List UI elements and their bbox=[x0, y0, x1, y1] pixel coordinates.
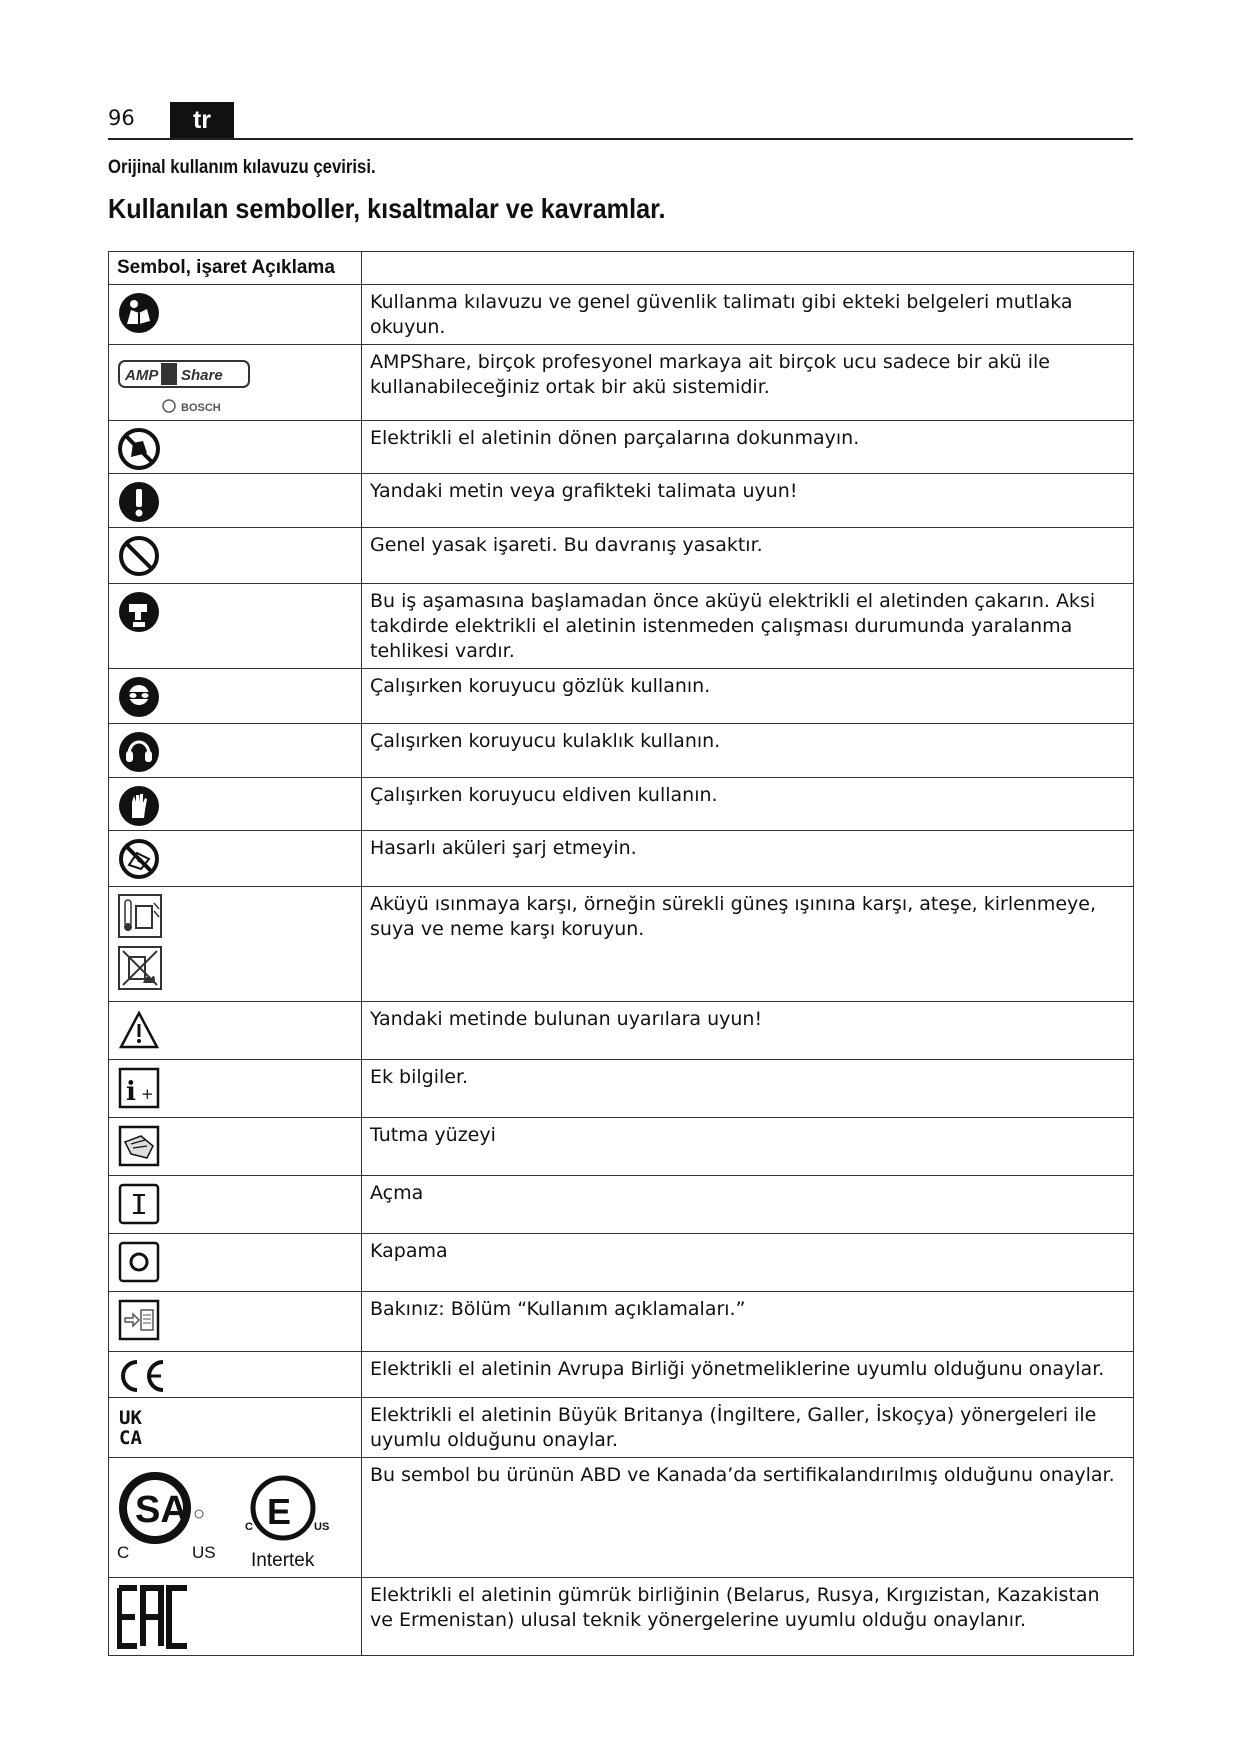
column-header-empty bbox=[362, 252, 1134, 285]
table-row bbox=[109, 1398, 1134, 1458]
row-description: Elektrikli el aletinin Büyük Britanya (İngiltere, Galler, İskoçya) yönergeleri ile uyumlu olduğunu onaylar. bbox=[362, 1398, 1134, 1458]
battery-fire-water-icon bbox=[117, 945, 163, 991]
prohibition-icon bbox=[117, 534, 161, 578]
table-row bbox=[109, 1176, 1134, 1234]
grip-surface-icon bbox=[117, 1124, 161, 1168]
info-plus-icon bbox=[117, 1066, 161, 1110]
safety-goggles-icon bbox=[117, 675, 161, 719]
svg-text:C: C bbox=[117, 1543, 130, 1562]
table-row bbox=[109, 669, 1134, 724]
remove-battery-icon bbox=[117, 590, 161, 634]
eac-mark-icon bbox=[117, 1584, 193, 1650]
table-row bbox=[109, 887, 1134, 1002]
page-number: 96 bbox=[108, 106, 135, 130]
row-description: Kapama bbox=[362, 1234, 1134, 1292]
row-description: Genel yasak işareti. Bu davranış yasaktır. bbox=[362, 528, 1134, 584]
svg-text:Share: Share bbox=[181, 367, 223, 384]
table-row bbox=[109, 584, 1134, 669]
row-description: Bu iş aşamasına başlamadan önce aküyü elektrikli el aletinden çakarın. Aksi takdirde elektrikli el aletinin istenmeden çalışması durumunda yaralanma tehlikesi vardır. bbox=[362, 584, 1134, 669]
table-row bbox=[109, 421, 1134, 474]
no-touch-rotating-icon bbox=[117, 427, 161, 471]
row-description: Elektrikli el aletinin gümrük birliğinin (Belarus, Rusya, Kırgızistan, Kazakistan ve Ermenistan) ulusal teknik yönergelerine uyumlu olduğu onaylanır. bbox=[362, 1578, 1134, 1656]
protect-battery-heat-icon bbox=[117, 893, 163, 939]
table-row bbox=[109, 474, 1134, 528]
power-off-icon bbox=[117, 1240, 161, 1284]
column-header-symbol: Sembol, işaret Açıklama bbox=[109, 252, 362, 285]
row-description: Açma bbox=[362, 1176, 1134, 1234]
svg-text:i: i bbox=[126, 1077, 136, 1107]
svg-text:+: + bbox=[141, 1085, 154, 1103]
table-row bbox=[109, 1002, 1134, 1060]
row-description: Tutma yüzeyi bbox=[362, 1118, 1134, 1176]
svg-text:AMP: AMP bbox=[125, 367, 159, 384]
ear-protection-icon bbox=[117, 730, 161, 774]
svg-text:BOSCH: BOSCH bbox=[181, 402, 221, 414]
row-description: Çalışırken koruyucu gözlük kullanın. bbox=[362, 669, 1134, 724]
table-row bbox=[109, 724, 1134, 778]
row-description: Kullanma kılavuzu ve genel güvenlik talimatı gibi ekteki belgeleri mutlaka okuyun. bbox=[362, 285, 1134, 345]
svg-text:US: US bbox=[314, 1521, 330, 1533]
row-description: Hasarlı aküleri şarj etmeyin. bbox=[362, 831, 1134, 887]
ukca-mark-icon bbox=[117, 1404, 161, 1448]
row-description: Bakınız: Bölüm “Kullanım açıklamaları.” bbox=[362, 1292, 1134, 1352]
table-row bbox=[109, 1458, 1134, 1578]
symbols-table bbox=[108, 251, 1134, 1656]
page-title: Kullanılan semboller, kısaltmalar ve kavramlar. bbox=[108, 193, 666, 224]
row-description: Yandaki metinde bulunan uyarılara uyun! bbox=[362, 1002, 1134, 1060]
svg-text:UK: UK bbox=[119, 1407, 142, 1429]
row-description: Çalışırken koruyucu eldiven kullanın. bbox=[362, 778, 1134, 831]
table-row bbox=[109, 1352, 1134, 1398]
table-row bbox=[109, 1578, 1134, 1656]
row-description: Bu sembol bu ürünün ABD ve Kanada’da sertifikalandırılmış olduğunu onaylar. bbox=[362, 1458, 1134, 1578]
row-description: Çalışırken koruyucu kulaklık kullanın. bbox=[362, 724, 1134, 778]
svg-text:CA: CA bbox=[119, 1427, 142, 1448]
table-row bbox=[109, 1234, 1134, 1292]
row-description: Ek bilgiler. bbox=[362, 1060, 1134, 1118]
table-row bbox=[109, 1292, 1134, 1352]
row-description: Yandaki metin veya grafikteki talimata uyun! bbox=[362, 474, 1134, 528]
table-row bbox=[109, 778, 1134, 831]
row-description: AMPShare, birçok profesyonel markaya ait birçok ucu sadece bir akü ile kullanabileceğiniz ortak bir akü sistemidir. bbox=[362, 345, 1134, 421]
table-header-row bbox=[109, 252, 1134, 285]
table-row bbox=[109, 528, 1134, 584]
document-subtitle: Orijinal kullanım kılavuzu çevirisi. bbox=[108, 157, 376, 178]
ampshare-logo bbox=[117, 351, 257, 415]
no-charge-damaged-battery-icon bbox=[117, 837, 161, 881]
row-description: Elektrikli el aletinin Avrupa Birliği yönetmeliklerine uyumlu olduğunu onaylar. bbox=[362, 1352, 1134, 1398]
table-row bbox=[109, 831, 1134, 887]
svg-text:Intertek: Intertek bbox=[251, 1550, 315, 1571]
table-row bbox=[109, 1060, 1134, 1118]
row-description: Aküyü ısınmaya karşı, örneğin sürekli güneş ışınına karşı, ateşe, kirlenmeye, suya ve neme karşı koruyun. bbox=[362, 887, 1134, 1002]
svg-text:C: C bbox=[245, 1521, 253, 1533]
table-row bbox=[109, 285, 1134, 345]
warning-triangle-icon bbox=[117, 1008, 161, 1052]
read-manual-icon bbox=[117, 291, 161, 335]
table-row bbox=[109, 1118, 1134, 1176]
row-description: Elektrikli el aletinin dönen parçalarına dokunmayın. bbox=[362, 421, 1134, 474]
mandatory-exclamation-icon bbox=[117, 480, 161, 524]
power-on-icon bbox=[117, 1182, 161, 1226]
see-section-icon bbox=[117, 1298, 161, 1342]
svg-text:SA: SA bbox=[135, 1489, 188, 1531]
table-row bbox=[109, 345, 1134, 421]
language-tag: tr bbox=[170, 102, 234, 138]
ce-mark-icon bbox=[117, 1358, 169, 1394]
csa-etl-marks bbox=[117, 1464, 337, 1574]
svg-text:E: E bbox=[267, 1491, 292, 1532]
page-header bbox=[108, 100, 1133, 140]
svg-text:US: US bbox=[192, 1543, 216, 1562]
gloves-icon bbox=[117, 784, 161, 828]
